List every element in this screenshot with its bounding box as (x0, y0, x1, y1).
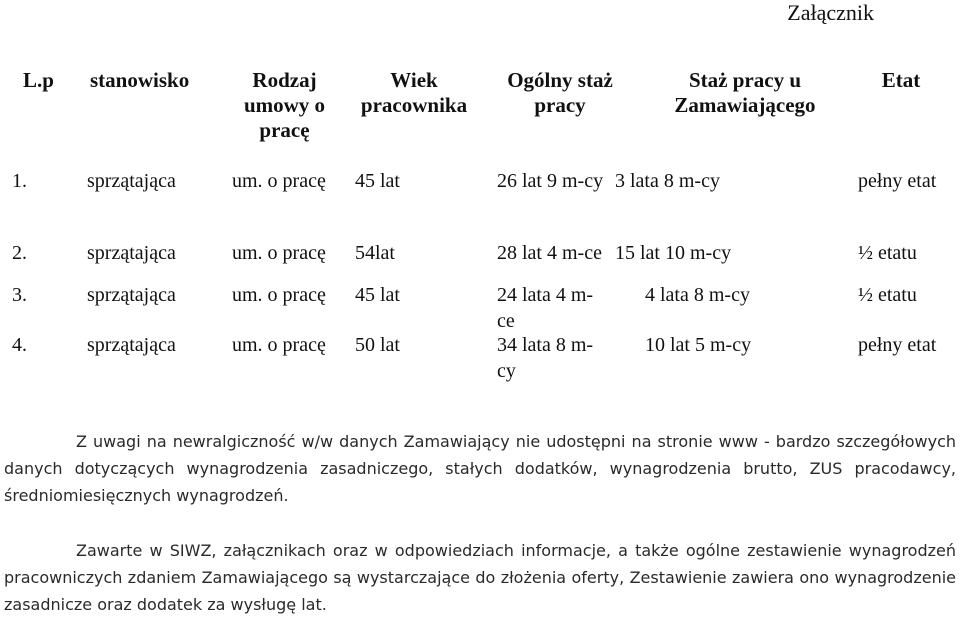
row-rodzaj-umowy: um. o pracę (232, 284, 326, 306)
row-lp: 4. (12, 334, 27, 356)
table-header-row (0, 68, 960, 168)
row-ogolny-staz: 28 lat 4 m-ce (497, 242, 602, 264)
row-ogolny-staz: 26 lat 9 m-cy (497, 170, 604, 192)
header-ogolny-staz: Ogólny staż pracy (507, 68, 613, 117)
header-stanowisko: stanowisko (90, 68, 190, 92)
table-row (0, 230, 960, 282)
row-wiek: 54lat (355, 242, 395, 264)
row-lp: 3. (12, 284, 27, 306)
row-wiek: 45 lat (355, 170, 400, 192)
row-stanowisko: sprzątająca (87, 284, 176, 306)
table-row (0, 332, 960, 394)
attachment-label: Załącznik (787, 0, 874, 25)
row-stanowisko: sprzątająca (87, 242, 176, 264)
header-etat: Etat (881, 68, 921, 92)
row-etat: ½ etatu (858, 242, 917, 264)
row-rodzaj-umowy: um. o pracę (232, 242, 326, 264)
row-staz-zamawiajacego: 10 lat 5 m-cy (645, 334, 752, 356)
row-etat: pełny etat (858, 170, 937, 192)
row-lp: 1. (12, 170, 27, 192)
row-staz-zamawiajacego: 3 lata 8 m-cy (615, 170, 720, 192)
body-paragraph: Zawarte w SIWZ, załącznikach oraz w odpowiedziach informacje, a także ogólne zestawienie wynagrodzeń pracowniczych zdaniem Zamawiającego są wystarczające do złożenia oferty, Zestawienie zawiera ono wynagrodzenie zasadnicze oraz dodatek za wysługę lat. (4, 541, 956, 614)
row-ogolny-staz: 34 lata 8 m-cy (497, 334, 594, 382)
row-staz-zamawiajacego: 4 lata 8 m-cy (645, 284, 750, 306)
row-etat: ½ etatu (858, 284, 917, 306)
header-rodzaj-umowy: Rodzaj umowy o pracę (243, 68, 326, 142)
table-row (0, 282, 960, 332)
row-rodzaj-umowy: um. o pracę (232, 170, 326, 192)
row-wiek: 50 lat (355, 334, 400, 356)
row-staz-zamawiajacego: 15 lat 10 m-cy (615, 242, 732, 264)
staff-table (0, 68, 960, 394)
row-stanowisko: sprzątająca (87, 170, 176, 192)
row-etat: pełny etat (858, 334, 937, 356)
row-ogolny-staz: 24 lata 4 m-ce (497, 284, 594, 332)
table-row (0, 168, 960, 230)
body-paragraph: Z uwagi na newralgiczność w/w danych Zamawiający nie udostępni na stronie www - bardzo szczegółowych danych dotyczących wynagrodzenia zasadniczego, stałych dodatków, wynagrodzenia brutto, ZUS pracodawcy, średniomiesięcznych wynagrodzeń. (4, 432, 956, 505)
row-rodzaj-umowy: um. o pracę (232, 334, 326, 356)
row-stanowisko: sprzątająca (87, 334, 176, 356)
header-lp: L.p (23, 68, 54, 92)
header-staz-zamawiajacego: Staż pracy u Zamawiającego (674, 68, 816, 117)
header-wiek: Wiek pracownika (360, 68, 468, 117)
row-lp: 2. (12, 242, 27, 264)
row-wiek: 45 lat (355, 284, 400, 306)
